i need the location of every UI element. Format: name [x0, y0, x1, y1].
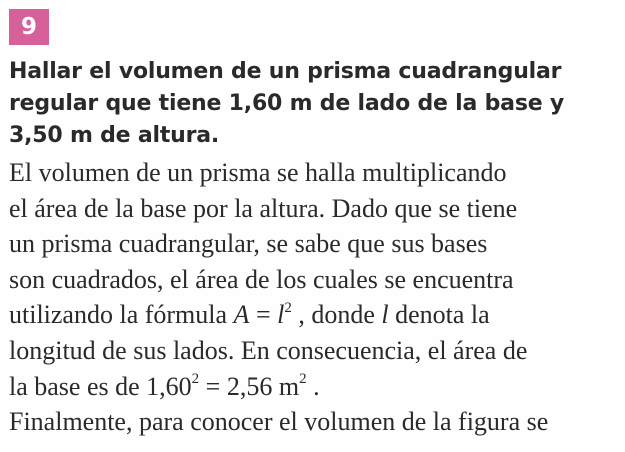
text-fragment: denota la	[388, 300, 490, 330]
exercise-explanation	[9, 155, 621, 440]
text-fragment: la base es de 1,60	[9, 371, 192, 401]
text-line: longitud de sus lados. En consecuencia, el área de	[9, 335, 528, 365]
math-equals: =	[249, 300, 278, 330]
text-line: un prisma cuadrangular, se sabe que sus bases	[9, 229, 488, 259]
title-line: Hallar el volumen de un prisma cuadrangular	[9, 59, 562, 84]
text-line-formula	[9, 297, 621, 333]
math-exponent: 2	[299, 370, 307, 387]
exercise-title	[9, 56, 609, 152]
text-line: El volumen de un prisma se halla multiplicando	[9, 158, 507, 187]
text-fragment: utilizando la fórmula	[9, 300, 234, 330]
math-variable-l: l	[381, 300, 389, 330]
text-fragment: = 2,56 m	[199, 371, 300, 401]
text-line-calculation	[9, 369, 621, 405]
math-variable-a: A	[233, 300, 250, 330]
exercise-number-badge: 9	[9, 9, 49, 45]
title-line: 3,50 m de altura.	[9, 123, 220, 148]
text-fragment: .	[306, 371, 320, 401]
text-line: el área de la base por la altura. Dado que se tiene	[9, 193, 518, 223]
math-exponent: 2	[284, 299, 292, 316]
math-exponent: 2	[191, 370, 200, 387]
math-variable-l: l	[277, 300, 285, 330]
text-line: Finalmente, para conocer el volumen de la figura se	[9, 407, 549, 437]
text-fragment: , donde	[291, 300, 382, 330]
title-line: regular que tiene 1,60 m de lado de la base y	[9, 91, 565, 116]
text-line: son cuadrados, el área de los cuales se encuentra	[9, 264, 514, 294]
